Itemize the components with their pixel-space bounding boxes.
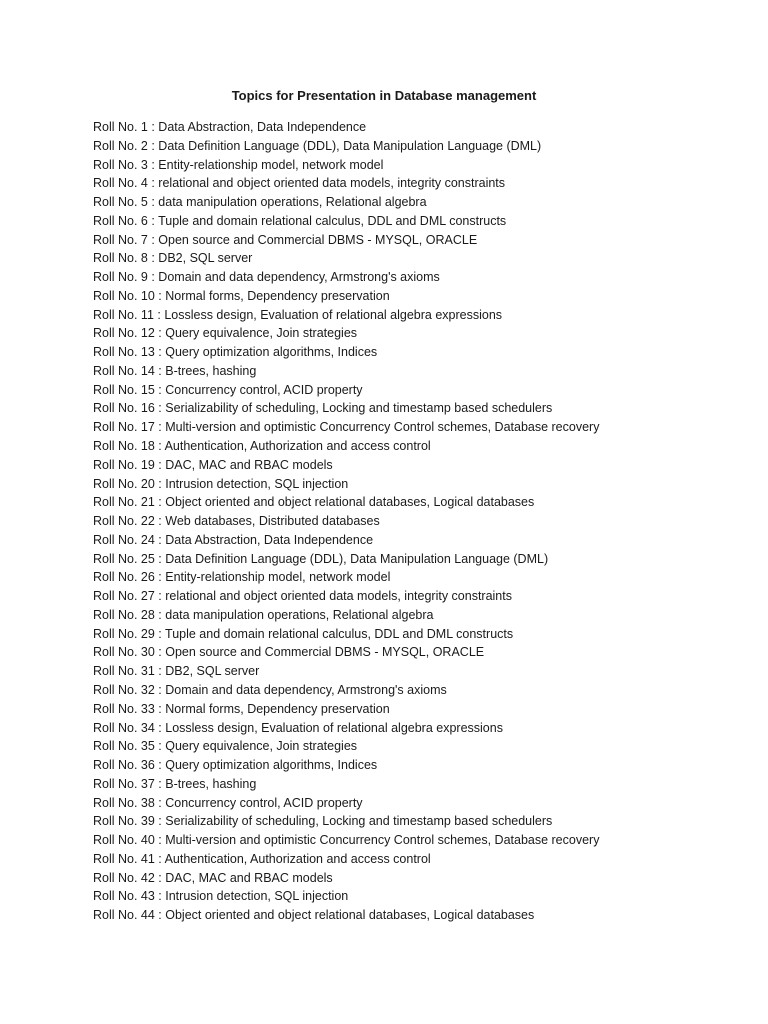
- topic-item: Roll No. 33 : Normal forms, Dependency preservation: [93, 701, 390, 716]
- topic-item: Roll No. 39 : Serializability of scheduling, Locking and timestamp based schedulers: [93, 814, 553, 829]
- topic-item: Roll No. 21 : Object oriented and object relational databases, Logical databases: [93, 495, 535, 510]
- topic-item: Roll No. 16 : Serializability of scheduling, Locking and timestamp based schedulers: [93, 401, 553, 416]
- topic-item: Roll No. 12 : Query equivalence, Join strategies: [93, 326, 358, 341]
- topic-item: Roll No. 28 : data manipulation operations, Relational algebra: [93, 607, 434, 622]
- topic-item: Roll No. 7 : Open source and Commercial DBMS - MYSQL, ORACLE: [93, 232, 478, 247]
- topic-item: Roll No. 27 : relational and object oriented data models, integrity constraints: [93, 589, 512, 604]
- topic-item: Roll No. 19 : DAC, MAC and RBAC models: [93, 457, 333, 472]
- topic-item: Roll No. 41 : Authentication, Authorization and access control: [93, 851, 431, 866]
- topic-item: Roll No. 34 : Lossless design, Evaluation of relational algebra expressions: [93, 720, 503, 735]
- topic-item: Roll No. 13 : Query optimization algorithms, Indices: [93, 345, 378, 360]
- topic-item: Roll No. 8 : DB2, SQL server: [93, 251, 253, 266]
- topic-item: Roll No. 9 : Domain and data dependency, Armstrong's axioms: [93, 270, 440, 285]
- topic-item: Roll No. 29 : Tuple and domain relational calculus, DDL and DML constructs: [93, 626, 514, 641]
- topic-item: Roll No. 31 : DB2, SQL server: [93, 664, 260, 679]
- topic-item: Roll No. 32 : Domain and data dependency, Armstrong's axioms: [93, 682, 447, 697]
- topic-item: Roll No. 37 : B-trees, hashing: [93, 776, 257, 791]
- topic-item: Roll No. 26 : Entity-relationship model, network model: [93, 570, 391, 585]
- topic-item: Roll No. 2 : Data Definition Language (DDL), Data Manipulation Language (DML): [93, 138, 542, 153]
- topic-item: Roll No. 15 : Concurrency control, ACID property: [93, 382, 363, 397]
- topic-item: Roll No. 5 : data manipulation operations, Relational algebra: [93, 195, 427, 210]
- topic-item: Roll No. 36 : Query optimization algorithms, Indices: [93, 758, 378, 773]
- topic-item: Roll No. 22 : Web databases, Distributed databases: [93, 514, 380, 529]
- topic-item: Roll No. 6 : Tuple and domain relational calculus, DDL and DML constructs: [93, 213, 507, 228]
- topic-item: Roll No. 17 : Multi-version and optimistic Concurrency Control schemes, Database recovery: [93, 420, 600, 435]
- topic-item: Roll No. 25 : Data Definition Language (DDL), Data Manipulation Language (DML): [93, 551, 549, 566]
- topic-item: Roll No. 38 : Concurrency control, ACID property: [93, 795, 363, 810]
- topic-item: Roll No. 4 : relational and object oriented data models, integrity constraints: [93, 176, 506, 191]
- topic-item: Roll No. 30 : Open source and Commercial DBMS - MYSQL, ORACLE: [93, 645, 485, 660]
- topic-item: Roll No. 11 : Lossless design, Evaluation of relational algebra expressions: [93, 307, 503, 322]
- topic-item: Roll No. 3 : Entity-relationship model, network model: [93, 157, 384, 172]
- topic-item: Roll No. 44 : Object oriented and object relational databases, Logical databases: [93, 908, 535, 923]
- topic-item: Roll No. 18 : Authentication, Authorization and access control: [93, 439, 431, 454]
- topic-item: Roll No. 40 : Multi-version and optimistic Concurrency Control schemes, Database recovery: [93, 833, 600, 848]
- topic-item: Roll No. 42 : DAC, MAC and RBAC models: [93, 870, 333, 885]
- topic-item: Roll No. 14 : B-trees, hashing: [93, 363, 257, 378]
- topic-item: Roll No. 43 : Intrusion detection, SQL injection: [93, 889, 349, 904]
- topic-item: Roll No. 24 : Data Abstraction, Data Independence: [93, 532, 374, 547]
- topic-item: Roll No. 35 : Query equivalence, Join strategies: [93, 739, 358, 754]
- topic-item: Roll No. 20 : Intrusion detection, SQL injection: [93, 476, 349, 491]
- document-title: Topics for Presentation in Database management: [231, 88, 537, 103]
- topic-item: Roll No. 1 : Data Abstraction, Data Independence: [93, 120, 367, 134]
- topic-list: [93, 118, 599, 925]
- topic-item: Roll No. 10 : Normal forms, Dependency preservation: [93, 288, 390, 303]
